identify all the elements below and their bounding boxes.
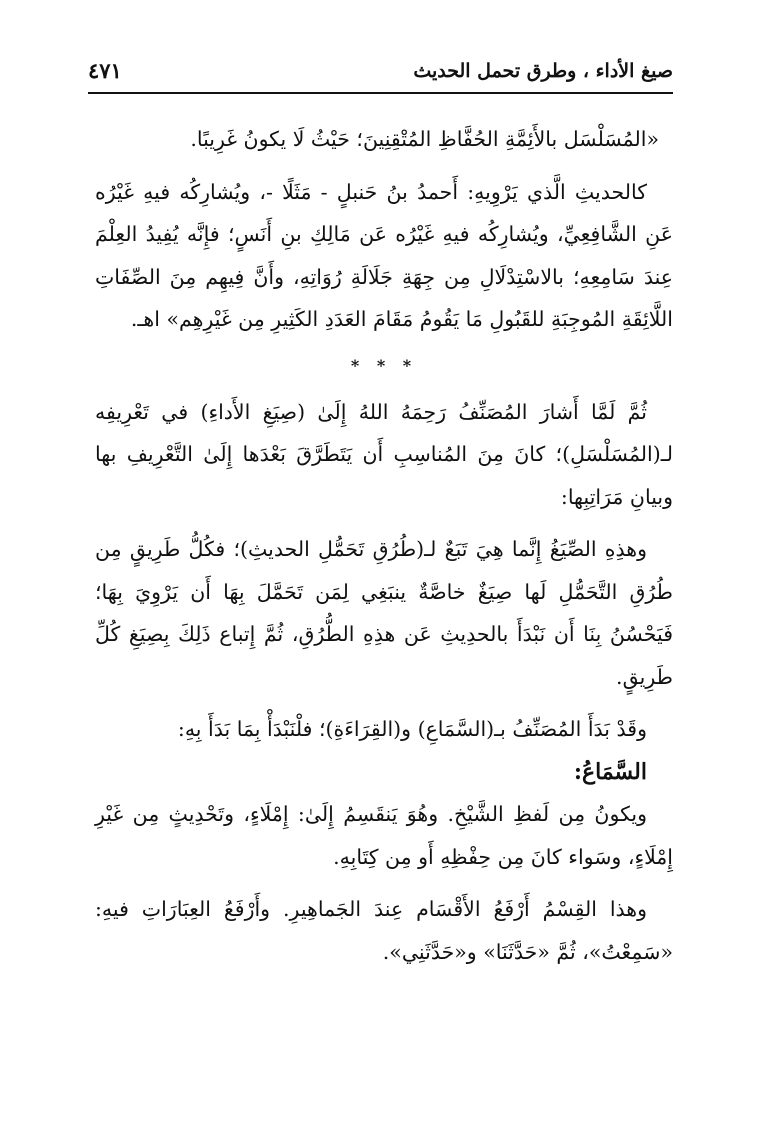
section-separator: * * * [350, 355, 418, 375]
section-heading: السَّمَاعُ: [573, 758, 647, 785]
paragraph-start: وقَدْ بَدَأَ المُصَنِّفُ بـ(السَّمَاعِ) و(القِرَاءَةِ)؛ فلْنَبْدَأْ بِمَا بَدَأَ بِهِ: [177, 717, 647, 741]
paragraph-sama-rank: وهذا القِسْمُ أَرْفَعُ الأَقْسَام عِندَ الجَماهِيرِ. وأَرْفَعُ العِبَارَاتِ فيهِ: «سَمِعْتُ»، ثُمَّ «حَدَّثَنَا» و«حَدَّثَنِي». [95, 897, 673, 964]
page-number: ٤٧١ [88, 58, 122, 83]
paragraph-transition: ثُمَّ لَمَّا أَشارَ المُصَنِّفُ رَحِمَهُ اللهُ إِلَىٰ (صِيَغِ الأَداءِ) في تَعْرِيفِه لـ(المُسَلْسَلِ)؛ كانَ مِنَ المُناسِبِ أَن يَتَطَرَّقَ بَعْدَها إِلَىٰ التَّعْرِيفِ بها وبيانِ مَرَاتِبِها: [95, 399, 673, 509]
paragraph-quote-end: «المُسَلْسَل بالأَئِمَّةِ الحُفَّاظِ المُتْقِنِينَ؛ حَيْثُ لَا يكونُ غَرِيبًا. [190, 127, 659, 151]
running-title: صيغ الأداء ، وطرق تحمل الحديث [413, 60, 673, 82]
paragraph-sama-definition: ويكونُ مِن لَفظِ الشَّيْخِ. وهُوَ يَنقَسِمُ إِلَىٰ: إِمْلَاءٍ، وتَحْدِيثٍ مِن غَيْرِ إِمْلَاءٍ، وسَواء كانَ مِن حِفْظِهِ أَو مِن كِتَابِهِ. [95, 802, 673, 869]
paragraph-example: كالحديثِ الَّذي يَرْوِيهِ: أَحمدُ بنُ حَنبلٍ - مَثَلًا -، ويُشارِكُه فيهِ غَيْرُه عَنِ الشَّافِعِيِّ، ويُشارِكُه فيهِ غَيْرُه عَن مَالِكِ بنِ أَنَسٍ؛ فإِنَّه يُفِيدُ العِلْمَ عِندَ سَامِعِهِ؛ بالاسْتِدْلَالِ مِن جِهَةِ جَلَالَةِ رُوَاتِهِ، وأَنَّ فِيهِم مِنَ الصِّفَاتِ اللَّائِقَةِ المُوجِبَةِ للقَبُولِ مَا يَقُومُ مَقَامَ العَدَدِ الكَثِيرِ مِن غَيْرِهِم» اهـ. [95, 179, 673, 331]
page-body [95, 118, 673, 973]
page-header [88, 58, 673, 94]
paragraph-forms: وهذِهِ الصِّيَغُ إِنَّما هِيَ تَبَعٌ لـ(طُرُقِ تَحَمُّلِ الحديثِ)؛ فكُلُّ طَرِيقٍ مِن طُرُقِ التَّحَمُّلِ لَها صِيَغٌ خاصَّةٌ ينبَغِي لِمَن تَحَمَّلَ بِهَا أَن يَرْوِيَ بِهَا؛ فَيَحْسُنُ بِنَا أَن نَبْدَأَ بالحدِيثِ عَن هذِهِ الطُّرُقِ، ثُمَّ إِتباع ذَلِكَ بِصِيَغِ كُلِّ طَرِيقٍ. [95, 537, 673, 689]
